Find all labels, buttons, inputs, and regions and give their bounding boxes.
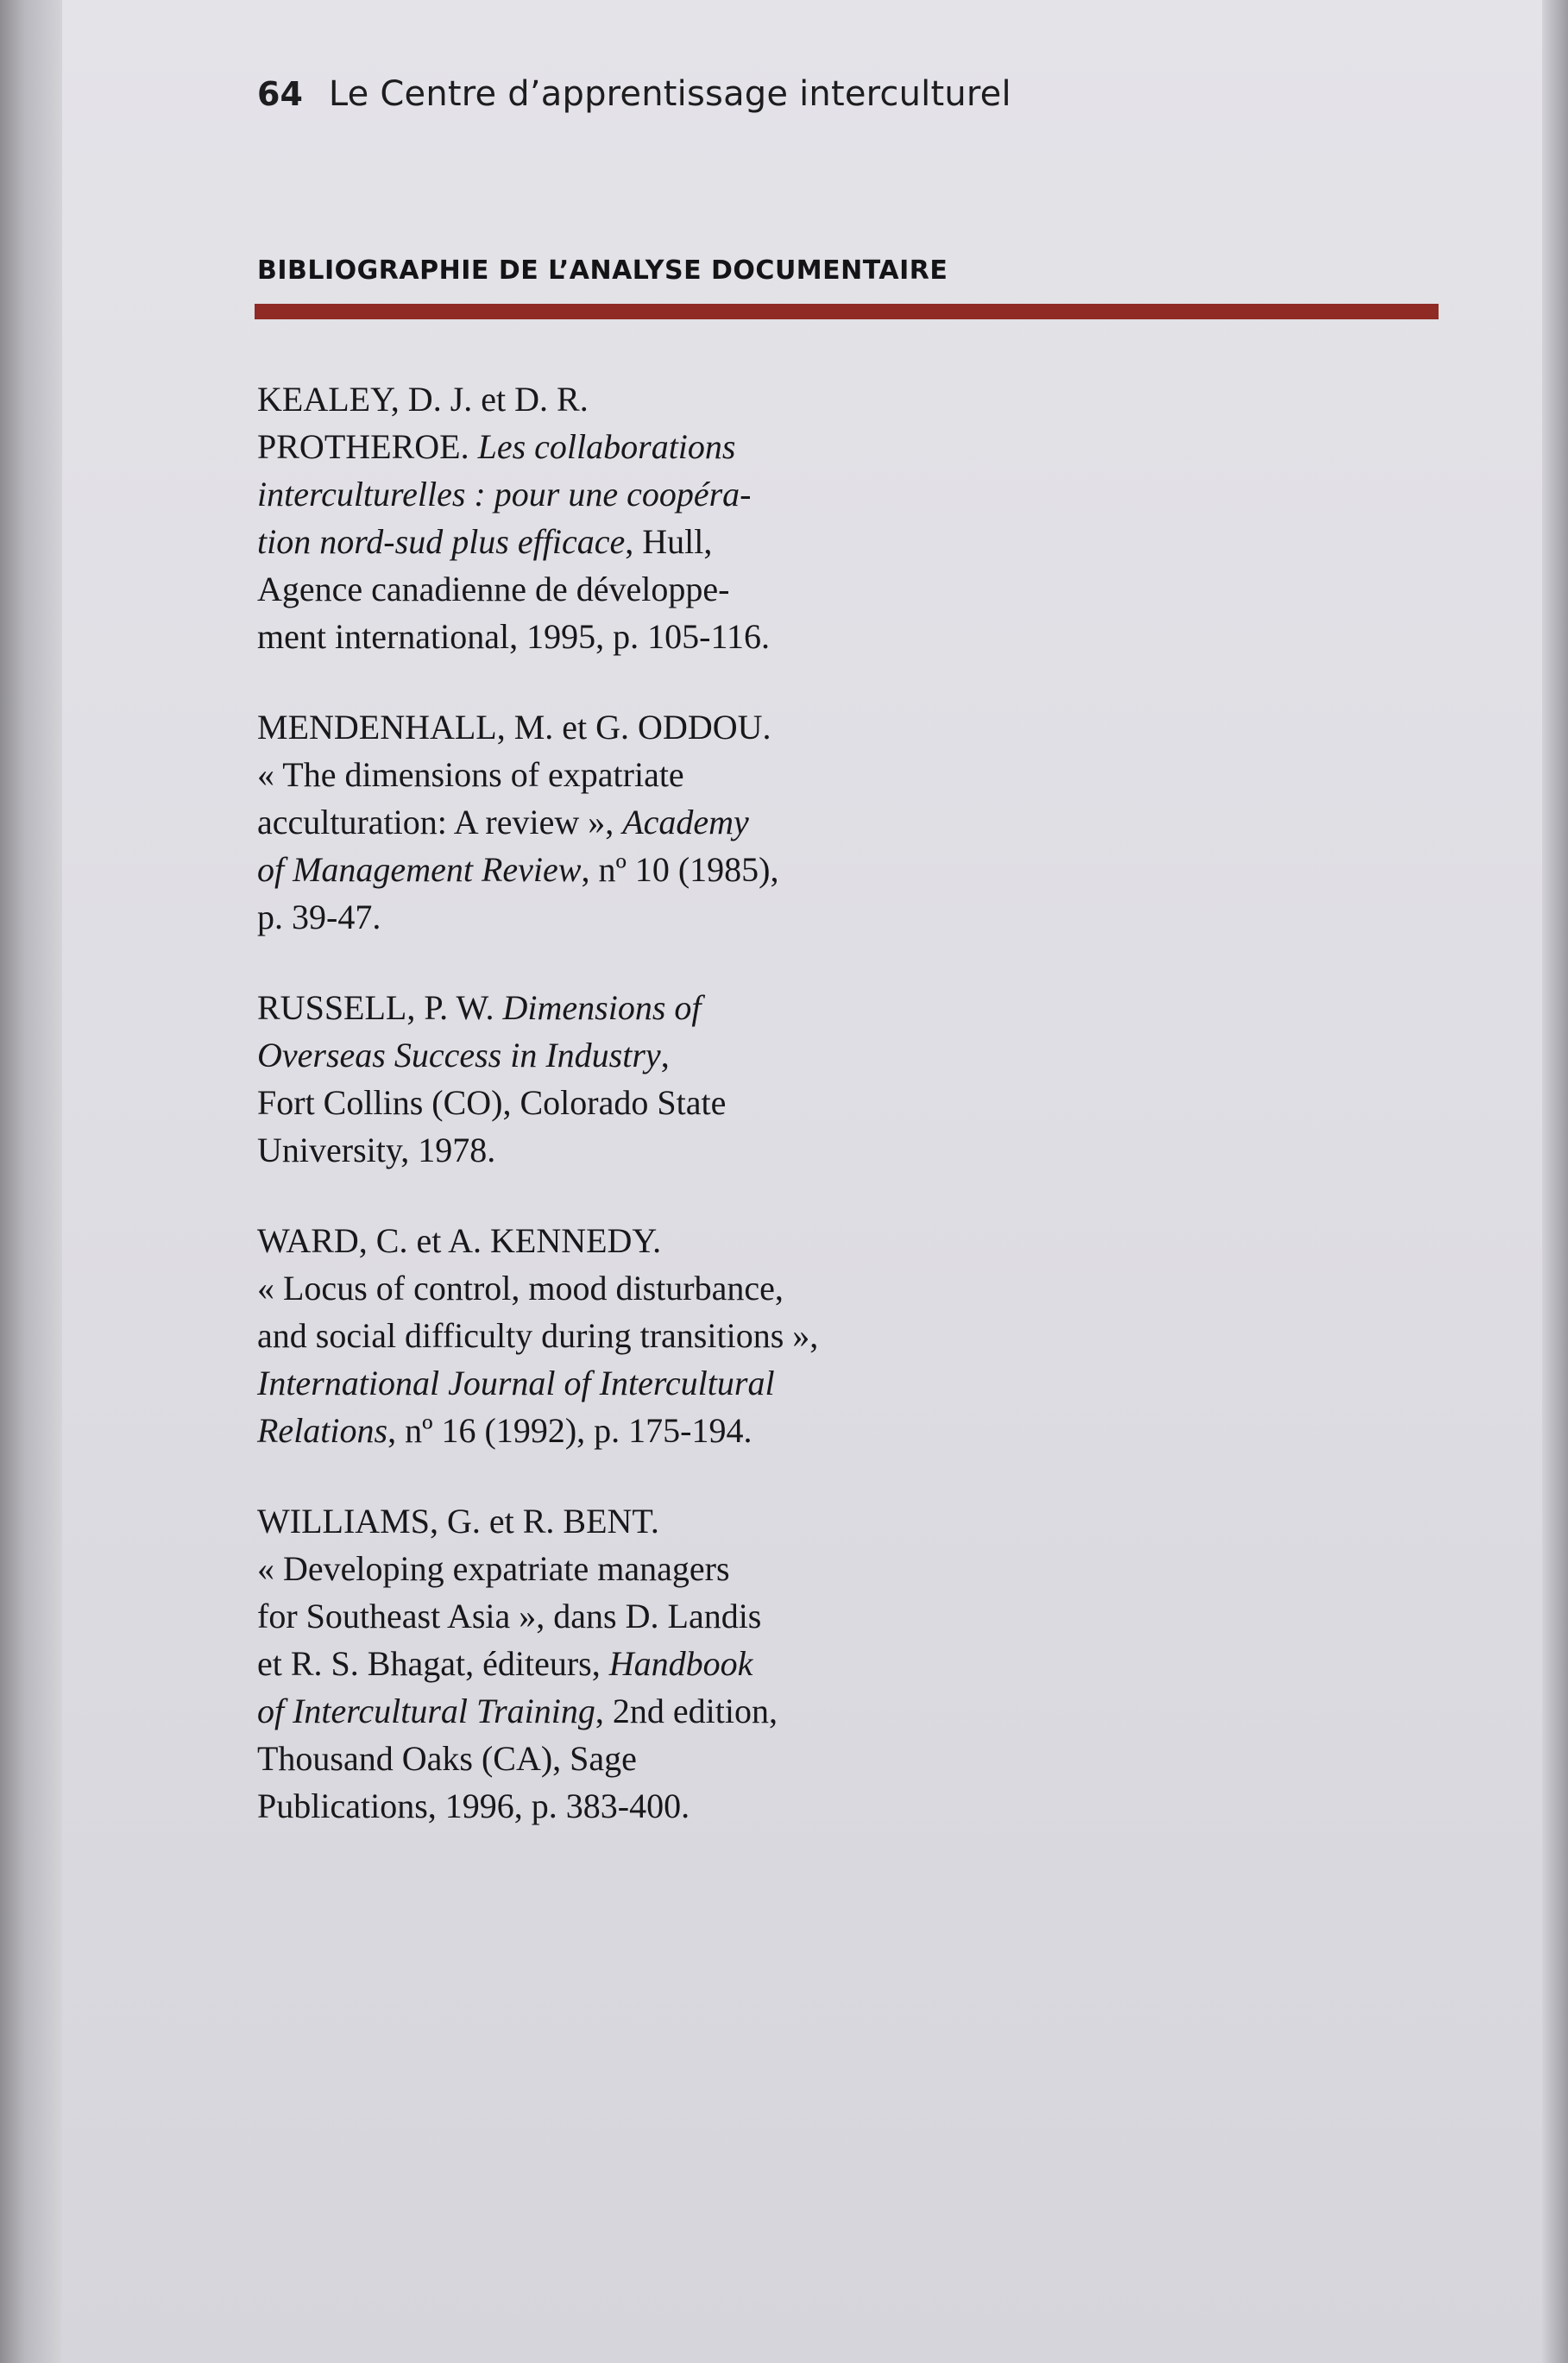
entry-line: Publications, 1996, p. 383-400. — [257, 1786, 690, 1825]
bibliography-entry — [257, 1217, 930, 1454]
running-title: Le Centre d’apprentissage interculturel — [328, 74, 1011, 114]
entry-line: Relations, nº 16 (1992), p. 175-194. — [257, 1411, 753, 1450]
entry-line: of Intercultural Training, 2nd edition, — [257, 1692, 778, 1730]
entry-line: tion nord-sud plus efficace, Hull, — [257, 522, 713, 561]
entry-line: and social difficulty during transitions », — [257, 1316, 819, 1355]
section-rule — [255, 304, 1439, 319]
entry-line: International Journal of Intercultural — [257, 1364, 775, 1402]
bibliography-entry — [257, 375, 930, 660]
entry-line: acculturation: A review », Academy — [257, 803, 749, 841]
entry-line: « Developing expatriate managers — [257, 1549, 730, 1588]
running-header — [257, 74, 1011, 123]
bibliography-entry — [257, 984, 930, 1174]
entry-line: p. 39-47. — [257, 898, 381, 936]
bibliography-entry — [257, 703, 930, 941]
entry-line: for Southeast Asia », dans D. Landis — [257, 1597, 762, 1635]
page-edge-shadow — [1542, 0, 1568, 2363]
entry-line: WILLIAMS, G. et R. BENT. — [257, 1502, 659, 1541]
page-binding-shadow — [0, 0, 62, 2363]
bibliography-list — [257, 375, 930, 1873]
entry-line: RUSSELL, P. W. Dimensions of — [257, 988, 702, 1027]
entry-line: « Locus of control, mood disturbance, — [257, 1269, 784, 1308]
entry-line: University, 1978. — [257, 1131, 496, 1169]
entry-line: interculturelles : pour une coopéra- — [257, 475, 752, 514]
entry-line: KEALEY, D. J. et D. R. — [257, 380, 589, 419]
entry-line: « The dimensions of expatriate — [257, 755, 684, 794]
entry-line: Thousand Oaks (CA), Sage — [257, 1739, 637, 1778]
entry-line: Overseas Success in Industry, — [257, 1036, 670, 1074]
entry-line: ment international, 1995, p. 105-116. — [257, 617, 770, 656]
section-title: BIBLIOGRAPHIE DE L’ANALYSE DOCUMENTAIRE — [257, 255, 948, 286]
entry-line: PROTHEROE. Les collaborations — [257, 427, 736, 466]
entry-line: MENDENHALL, M. et G. ODDOU. — [257, 708, 771, 747]
bibliography-entry — [257, 1497, 930, 1830]
entry-line: et R. S. Bhagat, éditeurs, Handbook — [257, 1644, 753, 1683]
entry-line: of Management Review, nº 10 (1985), — [257, 850, 779, 889]
entry-line: Fort Collins (CO), Colorado State — [257, 1083, 727, 1122]
page-number: 64 — [257, 75, 303, 113]
entry-line: WARD, C. et A. KENNEDY. — [257, 1221, 662, 1260]
entry-line: Agence canadienne de développe- — [257, 570, 730, 608]
